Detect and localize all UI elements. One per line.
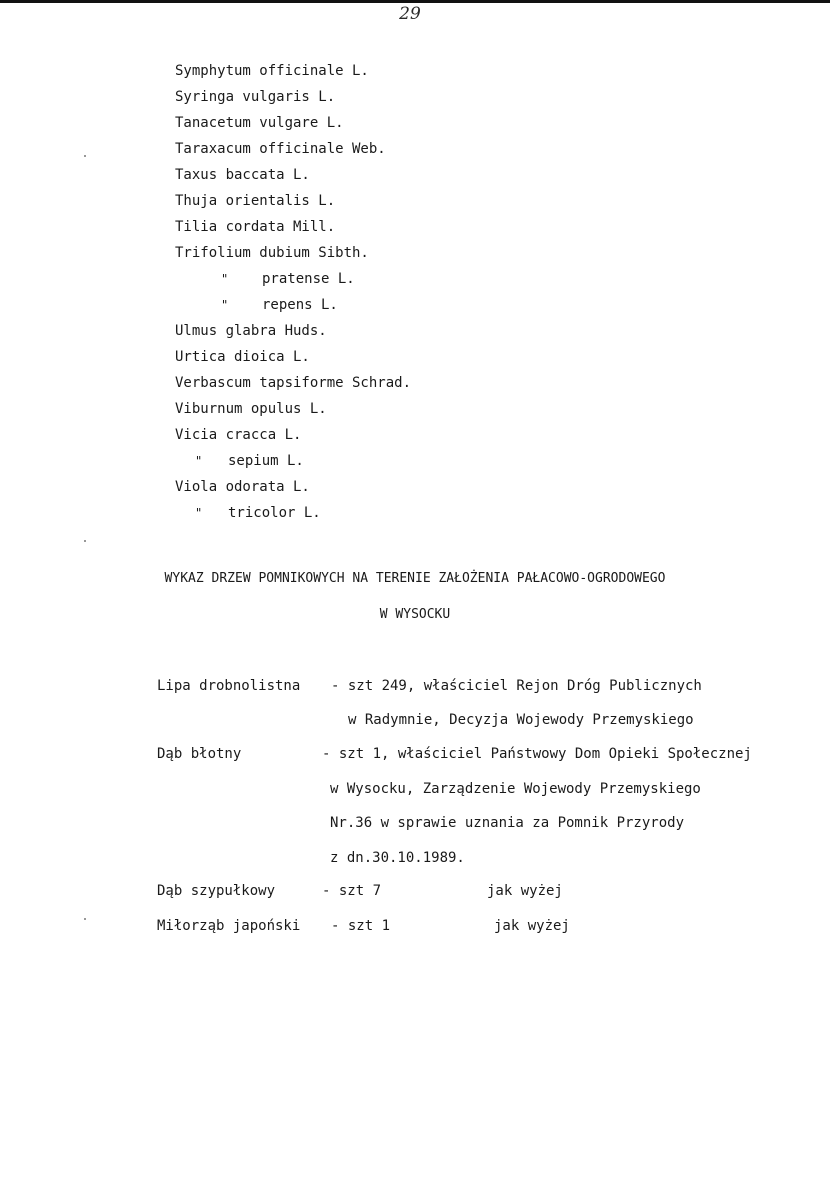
species-item: Viburnum opulus L. (175, 401, 327, 417)
monument-name: Miłorząb japoński (157, 918, 301, 934)
species-item: Tanacetum vulgare L. (175, 115, 344, 131)
monument-detail: w Radymnie, Decyzja Wojewody Przemyskiego (348, 712, 694, 728)
species-item: Taxus baccata L. (175, 167, 310, 183)
scan-speck (84, 540, 86, 542)
monument-detail: Nr.36 w sprawie uznania za Pomnik Przyrody (330, 815, 685, 831)
species-item: Vicia cracca L. (175, 427, 302, 443)
species-item: Verbascum tapsiforme Schrad. (175, 375, 412, 391)
species-item: Tilia cordata Mill. (175, 219, 336, 235)
page-number: 29 (399, 4, 421, 24)
section-heading: WYKAZ DRZEW POMNIKOWYCH NA TERENIE ZAŁOŻENIA PAŁACOWO-OGRODOWEGO (164, 571, 666, 586)
species-item: Ulmus glabra Huds. (175, 323, 327, 339)
monument-detail: - szt 249, właściciel Rejon Dróg Publicznych (331, 678, 702, 694)
species-item: Syringa vulgaris L. (175, 89, 336, 105)
species-item: repens L. (262, 297, 338, 313)
ditto-mark: " (221, 272, 229, 286)
scan-speck (84, 918, 86, 920)
monument-name: Dąb szypułkowy (157, 883, 276, 899)
species-item: Trifolium dubium Sibth. (175, 245, 369, 261)
monument-name: Lipa drobnolistna (157, 678, 301, 694)
monument-count: - szt 1 (331, 918, 391, 934)
monument-name: Dąb błotny (157, 746, 242, 762)
monument-count: - szt 7 (322, 883, 382, 899)
monument-detail: - szt 1, właściciel Państwowy Dom Opieki Społecznej (322, 746, 752, 762)
monument-date: z dn.30.10.1989. (330, 850, 465, 866)
species-item: Taraxacum officinale Web. (175, 141, 386, 157)
species-item: Viola odorata L. (175, 479, 310, 495)
monument-note: jak wyżej (494, 918, 570, 934)
species-item: pratense L. (262, 271, 355, 287)
ditto-mark: " (195, 454, 203, 468)
monument-note: jak wyżej (487, 883, 563, 899)
ditto-mark: " (221, 298, 229, 312)
species-item: Thuja orientalis L. (175, 193, 336, 209)
species-item: sepium L. (228, 453, 304, 469)
species-item: Symphytum officinale L. (175, 63, 369, 79)
species-item: tricolor L. (228, 505, 321, 521)
scan-speck (84, 155, 86, 157)
section-subheading: W WYSOCKU (379, 607, 451, 622)
species-item: Urtica dioica L. (175, 349, 310, 365)
monument-detail: w Wysocku, Zarządzenie Wojewody Przemyskiego (330, 781, 701, 797)
ditto-mark: " (195, 506, 203, 520)
top-border (0, 0, 830, 3)
